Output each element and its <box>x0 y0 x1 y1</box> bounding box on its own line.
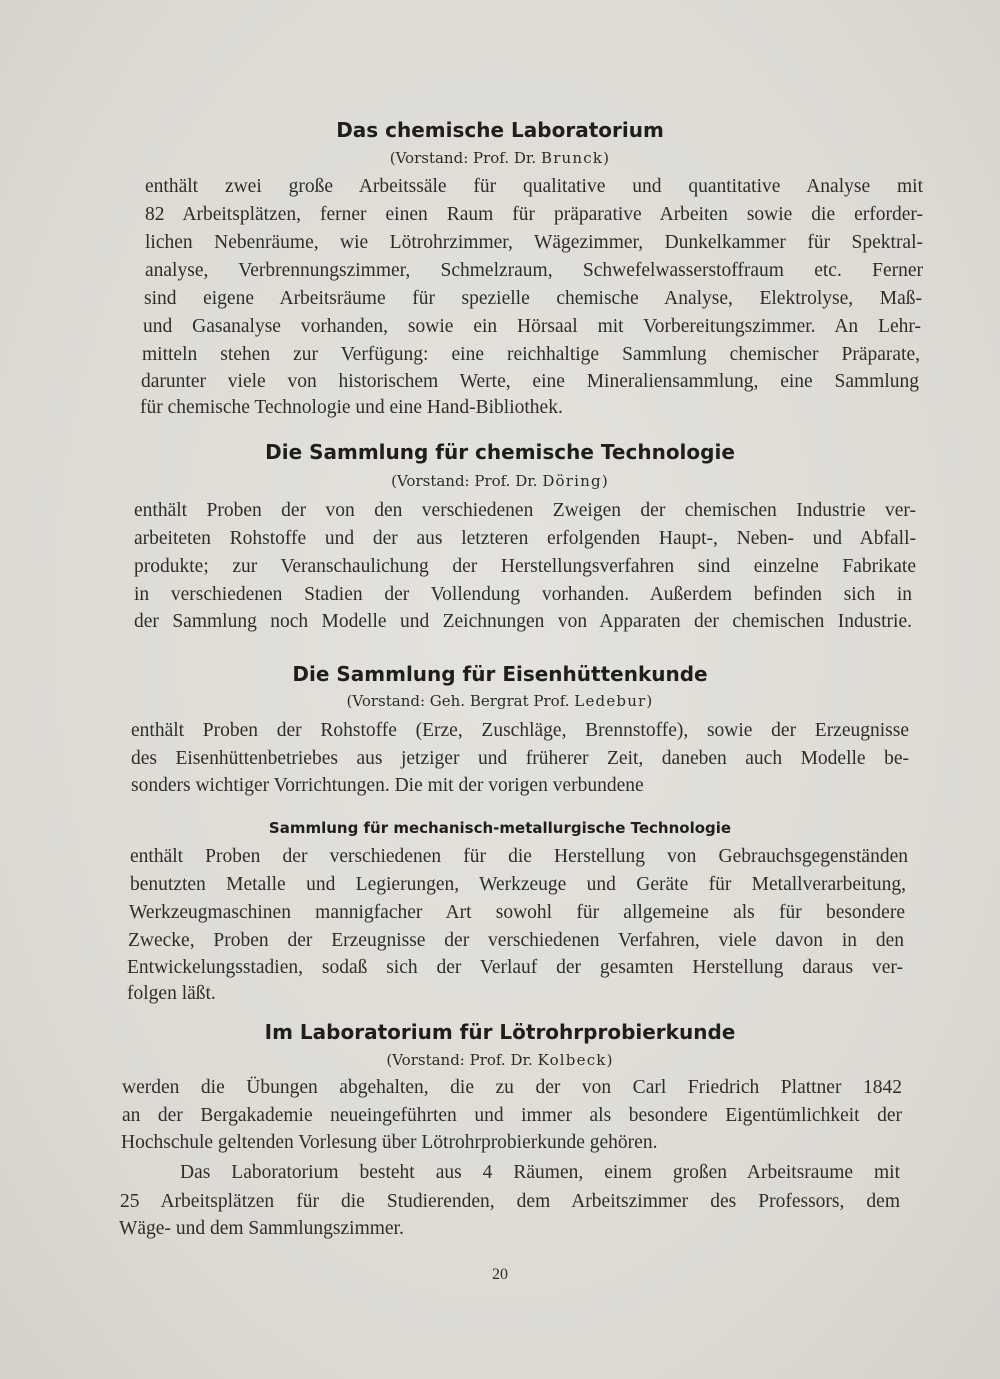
paragraph-line: Zwecke, Proben der Erzeugnisse der verschiedenen Verfahren, viele davon in den <box>128 930 904 951</box>
section-subtitle-vorstand <box>0 692 1000 710</box>
paragraph-line: für chemische Technologie und eine Hand-Bibliothek. <box>140 397 563 418</box>
section-subtitle-vorstand <box>0 149 1000 167</box>
paragraph-line: der Sammlung noch Modelle und Zeichnungen von Apparaten der chemischen Industrie. <box>134 611 912 632</box>
vorstand-prefix: (Vorstand: Prof. Dr. <box>386 1051 533 1069</box>
paragraph-line: Werkzeugmaschinen mannigfacher Art sowohl für allgemeine als für besondere <box>129 902 905 923</box>
paragraph-line: lichen Nebenräume, wie Lötrohrzimmer, Wägezimmer, Dunkelkammer für Spektral- <box>145 232 923 253</box>
paragraph-line: in verschiedenen Stadien der Vollendung vorhanden. Außerdem befinden sich in <box>134 584 912 605</box>
paragraph-line: des Eisenhüttenbetriebes aus jetziger und früherer Zeit, daneben auch Modelle be- <box>131 748 909 769</box>
paragraph-line: Wäge- und dem Sammlungszimmer. <box>119 1218 404 1239</box>
vorstand-name: Döring) <box>542 472 609 490</box>
section-heading-eisenhuettenkunde: Die Sammlung für Eisenhüttenkunde <box>292 662 708 686</box>
paragraph-line: mitteln stehen zur Verfügung: eine reichhaltige Sammlung chemischer Präparate, <box>142 344 920 365</box>
paragraph-line: Entwickelungsstadien, sodaß sich der Verlauf der gesamten Herstellung daraus ver- <box>127 957 903 978</box>
paragraph-line: produkte; zur Veranschaulichung der Herstellungsverfahren sind einzelne Fabrikate <box>134 556 916 577</box>
page-number: 20 <box>492 1266 508 1283</box>
paragraph-line: arbeiteten Rohstoffe und der aus letzteren erfolgenden Haupt-, Neben- und Abfall- <box>134 528 916 549</box>
paragraph-line: werden die Übungen abgehalten, die zu der von Carl Friedrich Plattner 1842 <box>122 1077 902 1098</box>
section-subtitle-vorstand <box>0 1051 1000 1069</box>
paragraph-line: darunter viele von historischem Werte, eine Mineraliensammlung, eine Sammlung <box>141 371 919 392</box>
paragraph-line: 82 Arbeitsplätzen, ferner einen Raum für präparative Arbeiten sowie die erforder- <box>145 204 923 225</box>
paragraph-line: analyse, Verbrennungszimmer, Schmelzraum, Schwefelwasserstoffraum etc. Ferner <box>145 260 923 281</box>
paragraph-line: enthält Proben der verschiedenen für die Herstellung von Gebrauchsgegenständen <box>130 846 908 867</box>
paragraph-line: enthält Proben der von den verschiedenen Zweigen der chemischen Industrie ver- <box>134 500 916 521</box>
paragraph-line: benutzten Metalle und Legierungen, Werkzeuge und Geräte für Metallverarbeitung, <box>130 874 906 895</box>
paragraph-line: Hochschule geltenden Vorlesung über Lötrohrprobierkunde gehören. <box>121 1132 658 1153</box>
paragraph-line: sind eigene Arbeitsräume für spezielle chemische Analyse, Elektrolyse, Maß- <box>144 288 922 309</box>
vorstand-prefix: (Vorstand: Geh. Bergrat Prof. <box>346 692 570 710</box>
paragraph-line: enthält Proben der Rohstoffe (Erze, Zuschläge, Brennstoffe), sowie der Erzeugnisse <box>131 720 909 741</box>
vorstand-name: Kolbeck) <box>537 1051 614 1069</box>
vorstand-prefix: (Vorstand: Prof. Dr. <box>389 149 537 167</box>
vorstand-name: Ledebur) <box>574 692 654 710</box>
section-heading-chemische-technologie: Die Sammlung für chemische Technologie <box>265 440 735 464</box>
section-heading-loetrohrprobierkunde: Im Laboratorium für Lötrohrprobierkunde <box>264 1020 736 1044</box>
paragraph-line: enthält zwei große Arbeitssäle für qualitative und quantitative Analyse mit <box>145 176 923 197</box>
vorstand-prefix: (Vorstand: Prof. Dr. <box>391 472 538 490</box>
section-subtitle-vorstand <box>0 472 1000 490</box>
section-heading-mechanisch-metallurgische-technologie: Sammlung für mechanisch-metallurgische Technologie <box>268 819 732 837</box>
paragraph-line: und Gasanalyse vorhanden, sowie ein Hörsaal mit Vorbereitungszimmer. An Lehr- <box>143 316 921 337</box>
paragraph-line: sonders wichtiger Vorrichtungen. Die mit der vorigen verbundene <box>131 775 644 796</box>
paragraph-line: an der Bergakademie neueingeführten und immer als besondere Eigentümlichkeit der <box>122 1105 902 1126</box>
vorstand-name: Brunck) <box>540 149 611 167</box>
paragraph-line: 25 Arbeitsplätzen für die Studierenden, dem Arbeitszimmer des Professors, dem <box>120 1191 900 1212</box>
paragraph-line: folgen läßt. <box>127 983 216 1004</box>
section-heading-chemisches-laboratorium: Das chemische Laboratorium <box>336 118 664 142</box>
paragraph-line: Das Laboratorium besteht aus 4 Räumen, einem großen Arbeitsraume mit <box>180 1162 900 1183</box>
